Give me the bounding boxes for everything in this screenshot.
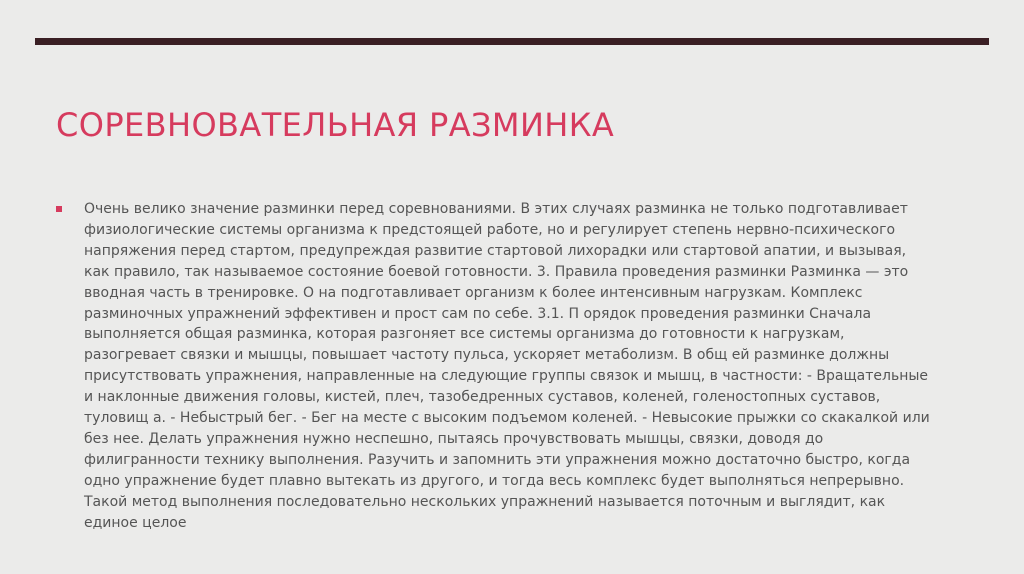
slide-title: СОРЕВНОВАТЕЛЬНАЯ РАЗМИНКА [56, 106, 615, 144]
top-divider [35, 38, 989, 45]
body-paragraph: Очень велико значение разминки перед соревнованиями. В этих случаях разминка не только подготавливает физиологические системы организма к предстоящей работе, но и регулирует степень нервно-психического напряжения перед стартом, предупреждая развитие стартовой лихорадки или стартовой апатии, и вызывая, как правило, так называемое состояние боевой готовности. 3. Правила проведения разминки Разминка — это вводная часть в тренировке. О на подготавливает организм к более интенсивным нагрузкам. Комплекс разминочных упражнений эффективен и прост сам по себе. 3.1. П орядок проведения разминки Сначала выполняется общая разминка, которая разгоняет все системы организма до готовности к нагрузкам, разогревает связки и мышцы, повышает частоту пульса, ускоряет метаболизм. В общ ей разминке должны присутствовать упражнения, направленные на следующие группы связок и мышц, в частности: - Вращательные и наклонные движения головы, кистей, плеч, тазобедренных суставов, коленей, голеностопных суставов, туловищ а. - Небыстрый бег. - Бег на месте с высоким подъемом коленей. - Невысокие прыжки со скакалкой или без нее. Делать упражнения нужно неспешно, пытаясь прочувствовать мышцы, связки, доводя до филигранности технику выполнения. Разучить и запомнить эти упражнения можно достаточно быстро, когда одно упражнение будет плавно вытекать из другого, и тогда весь комплекс будет выполняться непрерывно. Такой метод выполнения последовательно нескольких упражнений называется поточным и выглядит, как единое целое [84, 201, 930, 531]
bullet-marker [56, 206, 62, 212]
slide-content [56, 199, 936, 534]
